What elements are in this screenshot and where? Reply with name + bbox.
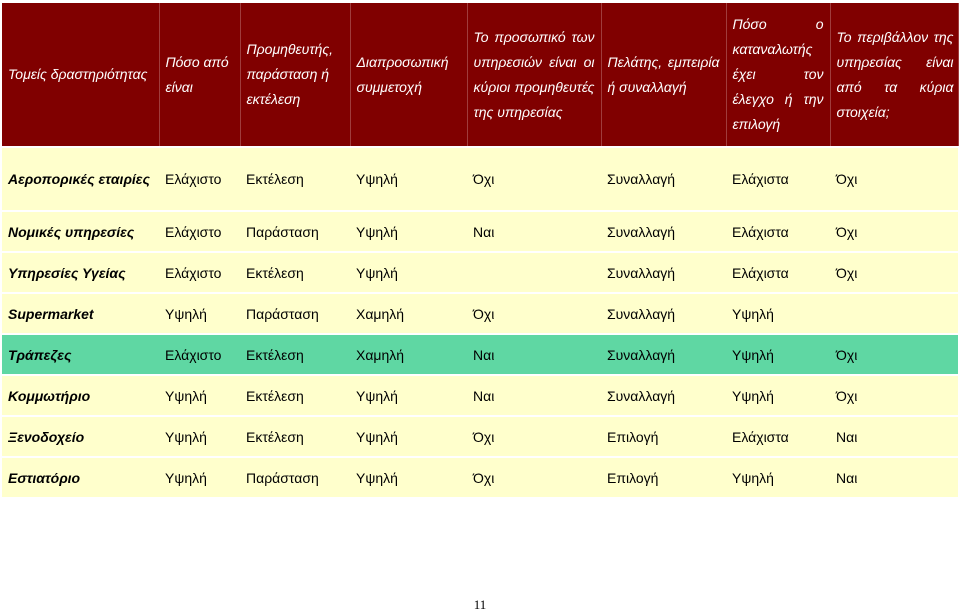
table-cell: Όχι xyxy=(836,346,858,363)
row-sector-label: Υπηρεσίες Υγείας xyxy=(8,264,126,281)
row-sector-label: Αεροπορικές εταιρίες xyxy=(8,171,150,187)
header-interpersonal-participation: Διαπροσωπική συμμετοχή xyxy=(350,3,467,146)
table-cell: Όχι xyxy=(836,264,858,281)
table-row xyxy=(2,148,958,210)
table-cell: Όχι xyxy=(473,305,495,322)
table-cell xyxy=(830,294,958,333)
table-cell: Παράσταση xyxy=(246,305,319,322)
table-cell: Ναι xyxy=(473,223,495,240)
table-cell: Ναι xyxy=(836,428,858,445)
header-environment-main: Το περιβάλλον της υπηρεσίας είναι από τα κύρια στοιχεία; xyxy=(830,3,958,146)
table-row xyxy=(2,294,958,333)
table-row xyxy=(2,212,958,251)
header-sector: Τομείς δραστηριότητας xyxy=(2,3,159,146)
table-cell: Επιλογή xyxy=(607,469,659,486)
table-row xyxy=(2,458,958,497)
header-how-much: Πόσο από είναι xyxy=(159,3,240,146)
table-cell: Συναλλαγή xyxy=(607,387,676,404)
table-cell: Συναλλαγή xyxy=(607,264,676,281)
table-cell: Ελάχιστο xyxy=(165,264,222,281)
table-cell: Όχι xyxy=(473,171,495,187)
table-cell: Ναι xyxy=(473,387,495,404)
table-header-row xyxy=(2,3,958,146)
row-sector-label: Εστιατόριο xyxy=(8,469,81,486)
table-cell: Επιλογή xyxy=(607,428,659,445)
table-cell: Ελάχιστα xyxy=(732,171,789,187)
table-cell: Συναλλαγή xyxy=(607,305,676,322)
table-cell: Ελάχιστο xyxy=(165,346,222,363)
table-cell: Υψηλή xyxy=(165,428,207,445)
header-customer-experience: Πελάτης, εμπειρία ή συναλλαγή xyxy=(601,3,726,146)
table-cell: Εκτέλεση xyxy=(246,264,304,281)
row-sector-label: Ξενοδοχείο xyxy=(8,428,85,445)
table-cell: Συναλλαγή xyxy=(607,223,676,240)
table-row xyxy=(2,376,958,415)
table-cell: Υψηλή xyxy=(356,428,398,445)
table-cell: Όχι xyxy=(473,469,495,486)
table-cell: Εκτέλεση xyxy=(246,171,304,187)
table-cell: Όχι xyxy=(836,171,858,187)
row-sector-label: Κομμωτήριο xyxy=(8,387,91,404)
table-cell: Υψηλή xyxy=(732,469,774,486)
table-cell: Ναι xyxy=(473,346,495,363)
table-cell: Ναι xyxy=(836,469,858,486)
table-cell: Εκτέλεση xyxy=(246,428,304,445)
table-cell: Ελάχιστο xyxy=(165,171,222,187)
row-sector-label: Supermarket xyxy=(8,305,94,322)
table-cell: Ελάχιστο xyxy=(165,223,222,240)
table-cell: Εκτέλεση xyxy=(246,387,304,404)
table-cell: Όχι xyxy=(836,387,858,404)
table-cell: Υψηλή xyxy=(356,469,398,486)
table-cell xyxy=(467,253,601,292)
table-cell: Υψηλή xyxy=(732,346,774,363)
table-row-highlighted xyxy=(2,335,958,374)
table-row xyxy=(2,253,958,292)
table-cell: Εκτέλεση xyxy=(246,346,304,363)
table-cell: Υψηλή xyxy=(165,469,207,486)
table-cell: Ελάχιστα xyxy=(732,223,789,240)
table-cell: Χαμηλή xyxy=(356,346,405,363)
table-cell: Υψηλή xyxy=(356,264,398,281)
table-cell: Συναλλαγή xyxy=(607,346,676,363)
header-consumer-control: Πόσο ο καταναλωτής έχει τον έλεγχο ή την επιλογή xyxy=(726,3,830,146)
table-cell: Ελάχιστα xyxy=(732,428,789,445)
table-cell: Ελάχιστα xyxy=(732,264,789,281)
page-number: 11 xyxy=(473,597,487,612)
row-sector-label: Νομικές υπηρεσίες xyxy=(8,223,135,240)
table-cell: Υψηλή xyxy=(165,387,207,404)
header-supplier-performance: Προμηθευτής, παράσταση ή εκτέλεση xyxy=(240,3,350,146)
table-cell: Συναλλαγή xyxy=(607,171,676,187)
table-cell: Υψηλή xyxy=(732,305,774,322)
table-cell: Υψηλή xyxy=(356,223,398,240)
table-cell: Παράσταση xyxy=(246,223,319,240)
table-cell: Παράσταση xyxy=(246,469,319,486)
table-cell: Υψηλή xyxy=(732,387,774,404)
table-cell: Χαμηλή xyxy=(356,305,405,322)
table-cell: Όχι xyxy=(836,223,858,240)
table-cell: Όχι xyxy=(473,428,495,445)
header-staff-main-suppliers: Το προσωπικό των υπηρεσιών είναι οι κύριοι προμηθευτές της υπηρεσίας xyxy=(467,3,601,146)
service-sectors-table xyxy=(2,3,959,497)
row-sector-label: Τράπεζες xyxy=(8,346,72,363)
table-cell: Υψηλή xyxy=(356,171,398,187)
table-cell: Υψηλή xyxy=(356,387,398,404)
table-row xyxy=(2,417,958,456)
table-cell: Υψηλή xyxy=(165,305,207,322)
